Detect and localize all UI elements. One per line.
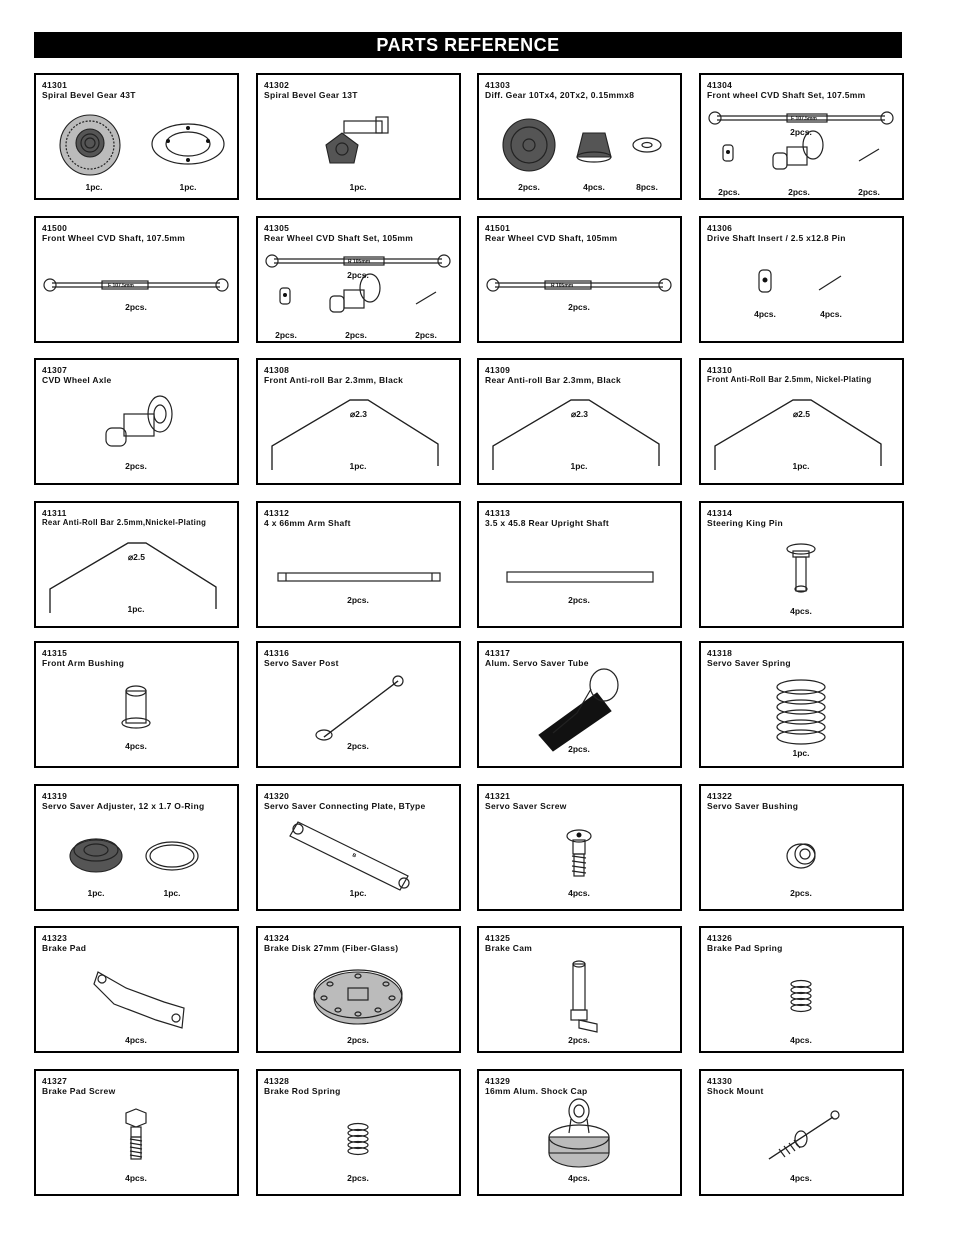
- servo-saver-adjuster-icon: [70, 839, 122, 872]
- svg-text:F 107.5mm: F 107.5mm: [108, 283, 134, 289]
- part-number: 41304: [707, 80, 733, 90]
- part-number: 41303: [485, 80, 511, 90]
- part-card-41320: [256, 784, 461, 911]
- diameter-label: ⌀2.5: [793, 409, 810, 419]
- cvd-shaft-icon: [266, 255, 450, 267]
- drive-pin-icon: [859, 149, 879, 161]
- part-card-41318: [699, 641, 904, 768]
- quantity-label: 2pcs.: [347, 741, 369, 751]
- diameter-label: ⌀2.3: [350, 409, 367, 419]
- shock-cap-icon: [549, 1099, 609, 1167]
- part-number: 41310: [707, 365, 733, 375]
- anti-roll-bar-icon: [715, 400, 881, 470]
- small-spring-icon: [791, 981, 811, 1012]
- part-card-41326: [699, 926, 904, 1053]
- part-number: 41326: [707, 933, 733, 943]
- drive-shaft-insert-icon: [759, 270, 771, 292]
- part-illustration: [479, 75, 680, 198]
- part-number: 41500: [42, 223, 68, 233]
- part-card-41315: [34, 641, 239, 768]
- quantity-label: 1pc.: [85, 182, 103, 192]
- pin-icon: [723, 145, 733, 161]
- cvd-shaft-icon: [487, 279, 671, 291]
- part-name: Rear Wheel CVD Shaft Set, 105mm: [264, 233, 414, 243]
- part-name: Servo Saver Spring: [707, 658, 791, 668]
- quantity-label: 2pcs.: [345, 330, 367, 340]
- part-name: Servo Saver Bushing: [707, 801, 799, 811]
- brake-disk-icon: [314, 970, 402, 1024]
- part-name: Rear Wheel CVD Shaft, 105mm: [485, 233, 618, 243]
- part-illustration: [701, 218, 902, 341]
- shock-mount-icon: [769, 1111, 839, 1159]
- drive-pin-icon: [416, 292, 436, 304]
- part-name: 3.5 x 45.8 Rear Upright Shaft: [485, 518, 609, 528]
- part-number: 41305: [264, 223, 290, 233]
- quantity-label: 2pcs.: [568, 744, 590, 754]
- quantity-label: 4pcs.: [790, 1173, 812, 1183]
- part-card-41303: [477, 73, 682, 200]
- part-name: Brake Rod Spring: [264, 1086, 341, 1096]
- part-card-41500: [34, 216, 239, 343]
- quantity-label: 2pcs.: [790, 127, 812, 137]
- part-number: 41301: [42, 80, 68, 90]
- quantity-label: 4pcs.: [790, 1035, 812, 1045]
- part-name: Servo Saver Screw: [485, 801, 567, 811]
- part-illustration: [479, 503, 680, 626]
- part-card-41313: [477, 501, 682, 628]
- part-number: 41323: [42, 933, 68, 943]
- part-number: 41330: [707, 1076, 733, 1086]
- part-card-41307: [34, 358, 239, 485]
- svg-text:F 107.5mm: F 107.5mm: [791, 116, 817, 122]
- small-spring-icon: [348, 1124, 368, 1155]
- quantity-label: 2pcs.: [347, 270, 369, 280]
- part-name: Brake Pad Screw: [42, 1086, 116, 1096]
- bushing-small-icon: [787, 844, 815, 868]
- upright-shaft-icon: [507, 572, 653, 582]
- pin-icon: [819, 276, 841, 290]
- quantity-label: 4pcs.: [790, 606, 812, 616]
- part-card-41319: [34, 784, 239, 911]
- quantity-label: 1pc.: [792, 461, 810, 471]
- part-card-41322: [699, 784, 904, 911]
- quantity-label: 1pc.: [163, 888, 181, 898]
- diameter-label: ⌀2.5: [128, 552, 145, 562]
- part-illustration: [258, 503, 459, 626]
- quantity-label: 2pcs.: [718, 187, 740, 197]
- part-card-41328: [256, 1069, 461, 1196]
- part-card-41329: [477, 1069, 682, 1196]
- quantity-label: 2pcs.: [788, 187, 810, 197]
- quantity-label: 2pcs.: [518, 182, 540, 192]
- part-number: 41321: [485, 791, 511, 801]
- svg-text:B: B: [351, 852, 358, 860]
- part-illustration: [479, 218, 680, 341]
- part-card-41316: [256, 641, 461, 768]
- part-name: Alum. Servo Saver Tube: [485, 658, 589, 668]
- part-name: Front Anti-Roll Bar 2.5mm, Nickel-Plating: [707, 375, 872, 384]
- part-name: Diff. Gear 10Tx4, 20Tx2, 0.15mmx8: [485, 90, 635, 100]
- servo-saver-post-icon: [316, 676, 403, 740]
- part-number: 41319: [42, 791, 68, 801]
- part-number: 41328: [264, 1076, 290, 1086]
- quantity-label: 4pcs.: [125, 1173, 147, 1183]
- part-name: Rear Anti-Roll Bar 2.5mm,Nnickel-Plating: [42, 518, 207, 527]
- quantity-label: 4pcs.: [583, 182, 605, 192]
- spring-icon: [777, 680, 825, 744]
- quantity-label: 2pcs.: [125, 461, 147, 471]
- brake-pad-icon: [94, 972, 184, 1028]
- wheel-axle-icon: [106, 396, 172, 446]
- part-name: Front Arm Bushing: [42, 658, 125, 668]
- quantity-label: 4pcs.: [125, 1035, 147, 1045]
- part-card-41309: [477, 358, 682, 485]
- part-number: 41327: [42, 1076, 68, 1086]
- arm-shaft-icon: [278, 573, 440, 581]
- quantity-label: 2pcs.: [125, 302, 147, 312]
- part-number: 41322: [707, 791, 733, 801]
- part-illustration: [36, 928, 237, 1051]
- part-name: Brake Pad: [42, 943, 87, 953]
- quantity-label: 4pcs.: [125, 741, 147, 751]
- part-number: 41324: [264, 933, 290, 943]
- quantity-label: 2pcs.: [858, 187, 880, 197]
- part-name: Spiral Bevel Gear 13T: [264, 90, 358, 100]
- part-illustration: [701, 928, 902, 1051]
- quantity-label: 2pcs.: [347, 595, 369, 605]
- quantity-label: 2pcs.: [347, 1035, 369, 1045]
- part-card-41317: [477, 641, 682, 768]
- diameter-label: ⌀2.3: [571, 409, 588, 419]
- part-name: Brake Pad Spring: [707, 943, 783, 953]
- hex-screw-icon: [126, 1109, 146, 1159]
- part-name: Steering King Pin: [707, 518, 783, 528]
- part-card-41501: [477, 216, 682, 343]
- anti-roll-bar-icon: [50, 543, 216, 613]
- part-illustration: [36, 786, 237, 909]
- o-ring-icon: [146, 842, 198, 870]
- part-number: 41316: [264, 648, 290, 658]
- part-number: 41501: [485, 223, 511, 233]
- part-card-41306: [699, 216, 904, 343]
- part-name: Drive Shaft Insert / 2.5 x12.8 Pin: [707, 233, 846, 243]
- part-card-41308: [256, 358, 461, 485]
- page-title: PARTS REFERENCE: [34, 32, 902, 58]
- quantity-label: 1pc.: [127, 604, 145, 614]
- part-number: 41302: [264, 80, 290, 90]
- quantity-label: 1pc.: [570, 461, 588, 471]
- anti-roll-bar-icon: [493, 400, 659, 470]
- pin-icon: [280, 288, 290, 304]
- bevel-gear-13t-icon: [326, 117, 388, 163]
- quantity-label: 2pcs.: [568, 302, 590, 312]
- part-name: 4 x 66mm Arm Shaft: [264, 518, 351, 528]
- part-card-41330: [699, 1069, 904, 1196]
- part-name: Front wheel CVD Shaft Set, 107.5mm: [707, 90, 866, 100]
- part-illustration: [479, 928, 680, 1051]
- part-card-41305: [256, 216, 461, 343]
- quantity-label: 4pcs.: [568, 1173, 590, 1183]
- part-card-41323: [34, 926, 239, 1053]
- bushing-icon: [122, 686, 150, 728]
- cvd-shaft-icon: [44, 279, 228, 291]
- part-name: Servo Saver Adjuster, 12 x 1.7 O-Ring: [42, 801, 205, 811]
- part-number: 41315: [42, 648, 68, 658]
- quantity-label: 2pcs.: [347, 1173, 369, 1183]
- quantity-label: 2pcs.: [415, 330, 437, 340]
- part-card-41321: [477, 784, 682, 911]
- part-number: 41306: [707, 223, 733, 233]
- part-name: Brake Cam: [485, 943, 533, 953]
- anti-roll-bar-icon: [272, 400, 438, 470]
- quantity-label: 4pcs.: [754, 309, 776, 319]
- part-card-41304: [699, 73, 904, 200]
- quantity-label: 1pc.: [179, 182, 197, 192]
- quantity-label: 2pcs.: [568, 1035, 590, 1045]
- bevel-gear-43t-icon: [60, 115, 120, 175]
- part-card-41324: [256, 926, 461, 1053]
- cvd-shaft-icon: [709, 112, 893, 124]
- part-illustration: [36, 75, 237, 198]
- part-card-41311: [34, 501, 239, 628]
- part-card-41314: [699, 501, 904, 628]
- part-card-41310: [699, 358, 904, 485]
- part-name: 16mm Alum. Shock Cap: [485, 1086, 588, 1096]
- part-name: Servo Saver Post: [264, 658, 339, 668]
- quantity-label: 1pc.: [349, 461, 367, 471]
- part-name: Rear Anti-roll Bar 2.3mm, Black: [485, 375, 622, 385]
- king-pin-icon: [787, 544, 815, 592]
- screw-icon: [567, 830, 591, 876]
- part-number: 41329: [485, 1076, 511, 1086]
- quantity-label: 1pc.: [792, 748, 810, 758]
- diff-gear-10t-icon: [577, 133, 611, 162]
- svg-text:R 105mm: R 105mm: [348, 259, 371, 265]
- quantity-label: 4pcs.: [820, 309, 842, 319]
- part-illustration: [258, 75, 459, 198]
- quantity-label: 4pcs.: [568, 888, 590, 898]
- part-number: 41318: [707, 648, 733, 658]
- part-name: Servo Saver Connecting Plate, BType: [264, 801, 426, 811]
- servo-saver-tube-icon: [539, 669, 618, 751]
- quantity-label: 2pcs.: [790, 888, 812, 898]
- gear-shim-icon: [152, 124, 224, 164]
- part-card-41327: [34, 1069, 239, 1196]
- connecting-plate-icon: [290, 822, 409, 890]
- part-number: 41313: [485, 508, 511, 518]
- part-card-41301: [34, 73, 239, 200]
- quantity-label: 2pcs.: [275, 330, 297, 340]
- part-number: 41314: [707, 508, 733, 518]
- part-number: 41309: [485, 365, 511, 375]
- part-illustration: [36, 218, 237, 341]
- part-name: Brake Disk 27mm (Fiber-Glass): [264, 943, 399, 953]
- part-card-41325: [477, 926, 682, 1053]
- part-name: Spiral Bevel Gear 43T: [42, 90, 136, 100]
- part-name: Front Anti-roll Bar 2.3mm, Black: [264, 375, 404, 385]
- part-number: 41307: [42, 365, 68, 375]
- part-number: 41308: [264, 365, 290, 375]
- part-card-41312: [256, 501, 461, 628]
- part-number: 41325: [485, 933, 511, 943]
- part-number: 41320: [264, 791, 290, 801]
- part-number: 41312: [264, 508, 290, 518]
- diff-shim-icon: [633, 138, 661, 152]
- parts-grid: [34, 73, 904, 1198]
- part-number: 41311: [42, 508, 67, 518]
- brake-cam-icon: [571, 961, 597, 1032]
- quantity-label: 2pcs.: [568, 595, 590, 605]
- svg-text:R 105mm: R 105mm: [551, 283, 574, 289]
- part-card-41302: [256, 73, 461, 200]
- quantity-label: 1pc.: [349, 888, 367, 898]
- quantity-label: 1pc.: [349, 182, 367, 192]
- part-name: Shock Mount: [707, 1086, 764, 1096]
- part-illustration: [258, 928, 459, 1051]
- part-number: 41317: [485, 648, 511, 658]
- diff-gear-20t-icon: [503, 119, 555, 171]
- quantity-label: 8pcs.: [636, 182, 658, 192]
- part-name: CVD Wheel Axle: [42, 375, 112, 385]
- part-name: Front Wheel CVD Shaft, 107.5mm: [42, 233, 186, 243]
- quantity-label: 1pc.: [87, 888, 105, 898]
